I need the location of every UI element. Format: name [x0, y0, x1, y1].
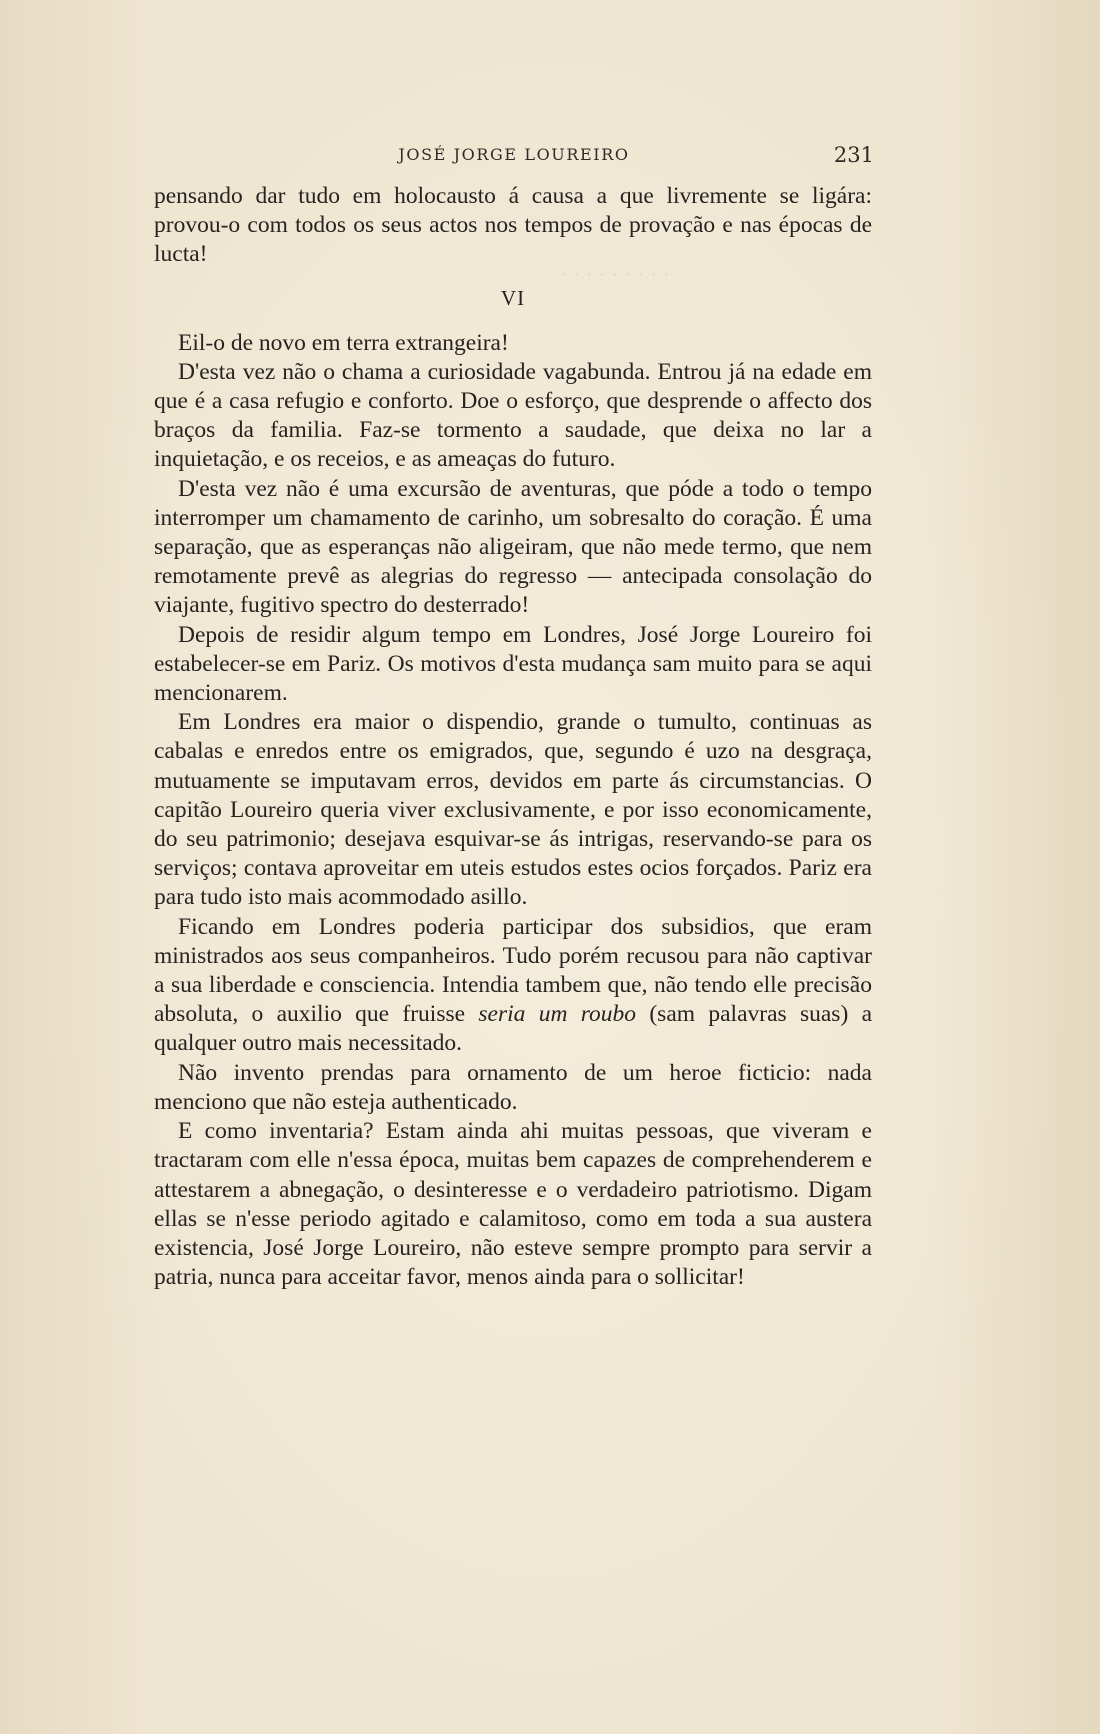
body-text [154, 182, 872, 1292]
paragraph-continuation: pensando dar tudo em holocausto á causa a que livremente se ligára: provou-o com todos os seus actos nos tempos de provação e nas épocas de lucta! [154, 183, 872, 268]
page-number: 231 [833, 143, 874, 167]
paragraph: Eil-o de novo em terra extrangeira! [178, 329, 509, 356]
paragraph [154, 913, 872, 1059]
section-heading: VI [500, 285, 526, 310]
paragraph: D'esta vez não o chama a curiosidade vagabunda. Entrou já na edade em que é a casa refugio e conforto. Doe o esforço, que desprende o affecto dos braços da familia. Faz-se tormento a saudade, que deixa no lar a inquietação, e os receios, e as ameaças do futuro. [154, 358, 872, 473]
page-header [154, 143, 874, 171]
paragraph: Não invento prendas para ornamento de um heroe ficticio: nada menciono que não esteja authenticado. [154, 1059, 872, 1115]
paragraph: Em Londres era maior o dispendio, grande o tumulto, continuas as cabalas e enredos entre os emigrados, que, segundo é uzo na desgraça, mutuamente se imputavam erros, devidos em parte ás circumstancias. O capitão Loureiro queria viver exclusivamente, e por isso economicamente, do seu patrimonio; desejava esquivar-se ás intrigas, reservando-se para os serviços; contava aproveitar em uteis estudos estes ocios forçados. Pariz era para tudo isto mais acommodado asillo. [154, 709, 872, 911]
paragraph: Depois de residir algum tempo em Londres, José Jorge Loureiro foi estabelecer-se em Pariz. Os motivos d'esta mudança sam muito para se aqui mencionarem. [154, 621, 872, 707]
running-title: JOSÉ JORGE LOUREIRO [398, 145, 630, 164]
paragraph: E como inventaria? Estam ainda ahi muitas pessoas, que viveram e tractaram com elle n'essa época, muitas bem capazes de comprehenderem e attestarem a abnegação, o desinteresse e o verdadeiro patriotismo. Digam ellas se n'esse periodo agitado e calamitoso, como em toda a sua austera existencia, José Jorge Loureiro, não esteve sempre prompto para servir a patria, nunca para acceitar favor, menos ainda para o sollicitar! [154, 1118, 872, 1291]
paragraph-text: (sam palavras suas) a qualquer outro mais necessitado. [154, 1001, 873, 1057]
paragraph: D'esta vez não é uma excursão de aventuras, que póde a todo o tempo interromper um chamamento de carinho, um sobresalto do coração. É uma separação, que as esperanças não aligeiram, que não mede termo, que nem remotamente prevê as alegrias do regresso — antecipada consolação do viajante, fugitivo spectro do desterrado! [154, 475, 872, 619]
show-through-text: · · · · · · · · · [560, 262, 670, 287]
paragraph-text: Ficando em Londres poderia participar dos subsidios, que eram ministrados aos seus companheiros. Tudo porém recusou para não captivar a sua liberdade e consciencia. Intendia tambem que, não tendo elle precisão absoluta, o auxilio que fruisse [154, 913, 872, 1028]
italic-quote: seria um roubo [478, 1001, 637, 1028]
